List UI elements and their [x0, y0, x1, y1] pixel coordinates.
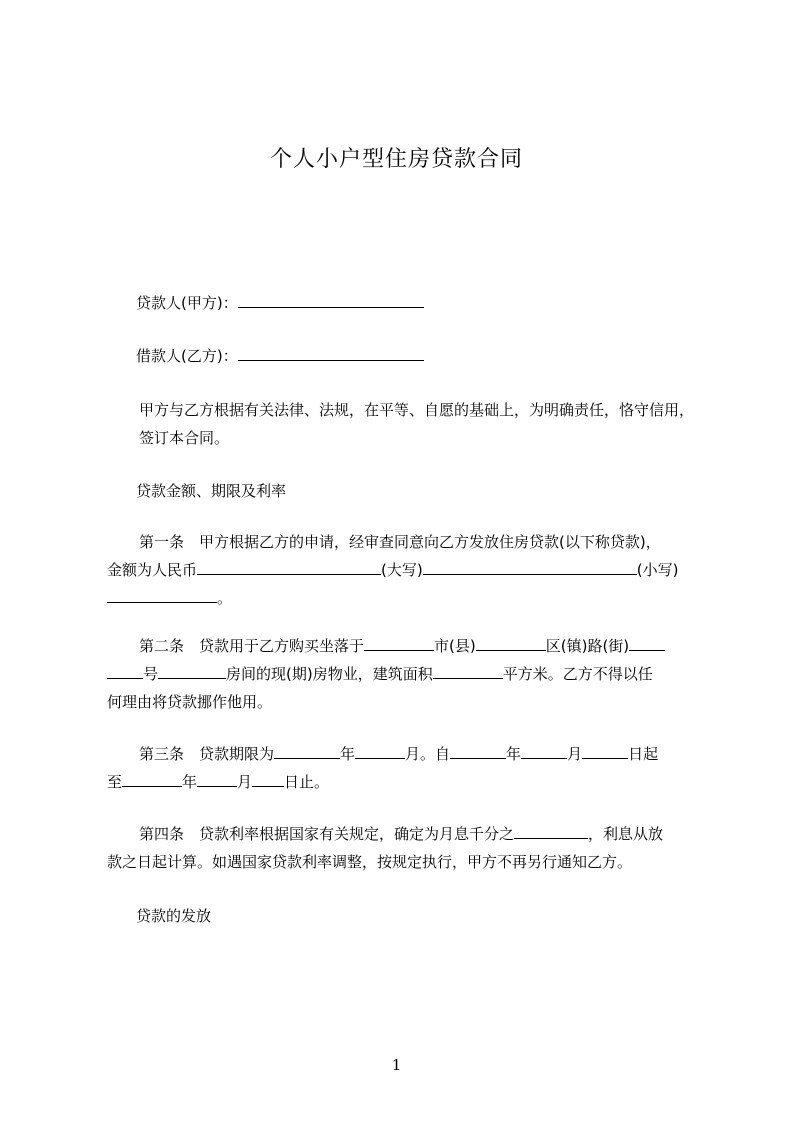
lender-label: 贷款人(甲方)： — [136, 294, 238, 312]
term-months-blank — [355, 744, 405, 759]
article-1-line-1: 第一条 甲方根据乙方的申请，经审查同意向乙方发放住房贷款(以下称贷款)， — [139, 533, 661, 551]
article-3 — [107, 740, 705, 796]
article-1 — [107, 528, 705, 612]
article-1-line-3: 。 — [107, 584, 705, 612]
start-year-blank — [450, 744, 506, 759]
article-4-line-2: 款之日起计算。如遇国家贷款利率调整，按规定执行，甲方不再另行通知乙方。 — [107, 853, 633, 871]
article-1-line-2: 金额为人民币 (大写) (小写) — [107, 561, 679, 579]
intro-text: 甲方与乙方根据有关法律、法规，在平等、自愿的基础上，为明确责任，恪守信用，签订本合同。 — [139, 401, 695, 447]
document-title: 个人小户型住房贷款合同 — [269, 147, 523, 172]
page-number: 1 — [391, 1056, 402, 1074]
article-4-line-1: 第四条 贷款利率根据国家有关规定，确定为月息千分之 ，利息从放 — [139, 825, 664, 843]
room-blank — [158, 664, 226, 679]
article-4 — [107, 820, 705, 876]
section-heading-disbursement: 贷款的发放 — [136, 907, 212, 925]
amount-blank — [197, 560, 381, 575]
intro-paragraph — [107, 396, 705, 452]
article-3-line-2: 至 年 月 日止。 — [107, 773, 330, 791]
borrower-blank — [238, 346, 424, 361]
amount-words-blank — [423, 560, 637, 575]
amount-figures-blank — [107, 588, 217, 603]
end-month-blank — [197, 772, 237, 787]
article-3-line-1: 第三条 贷款期限为 年 月。自 年 月 日起 — [139, 745, 659, 763]
article-2 — [107, 632, 705, 716]
district-blank — [476, 636, 546, 651]
start-day-blank — [582, 744, 628, 759]
article-2-line-1: 第二条 贷款用于乙方购买坐落于 市(县) 区(镇)路(街) — [107, 632, 705, 660]
area-blank — [433, 664, 503, 679]
article-2-line-3: 何理由将贷款挪作他用。 — [107, 693, 273, 711]
lender-blank — [238, 293, 424, 308]
lender-line — [136, 292, 736, 313]
borrower-line — [136, 345, 736, 366]
term-years-blank — [274, 744, 340, 759]
end-year-blank — [122, 772, 182, 787]
end-day-blank — [252, 772, 284, 787]
borrower-label: 借款人(乙方)： — [136, 347, 238, 365]
number-blank — [107, 664, 143, 679]
interest-rate-blank — [514, 824, 588, 839]
article-2-line-2: 号 房间的现(期)房物业，建筑面积 平方米。乙方不得以任 — [107, 660, 705, 688]
start-month-blank — [521, 744, 567, 759]
section-heading-loan-terms: 贷款金额、期限及利率 — [136, 482, 287, 500]
city-blank — [364, 636, 434, 651]
road-blank — [629, 636, 665, 651]
